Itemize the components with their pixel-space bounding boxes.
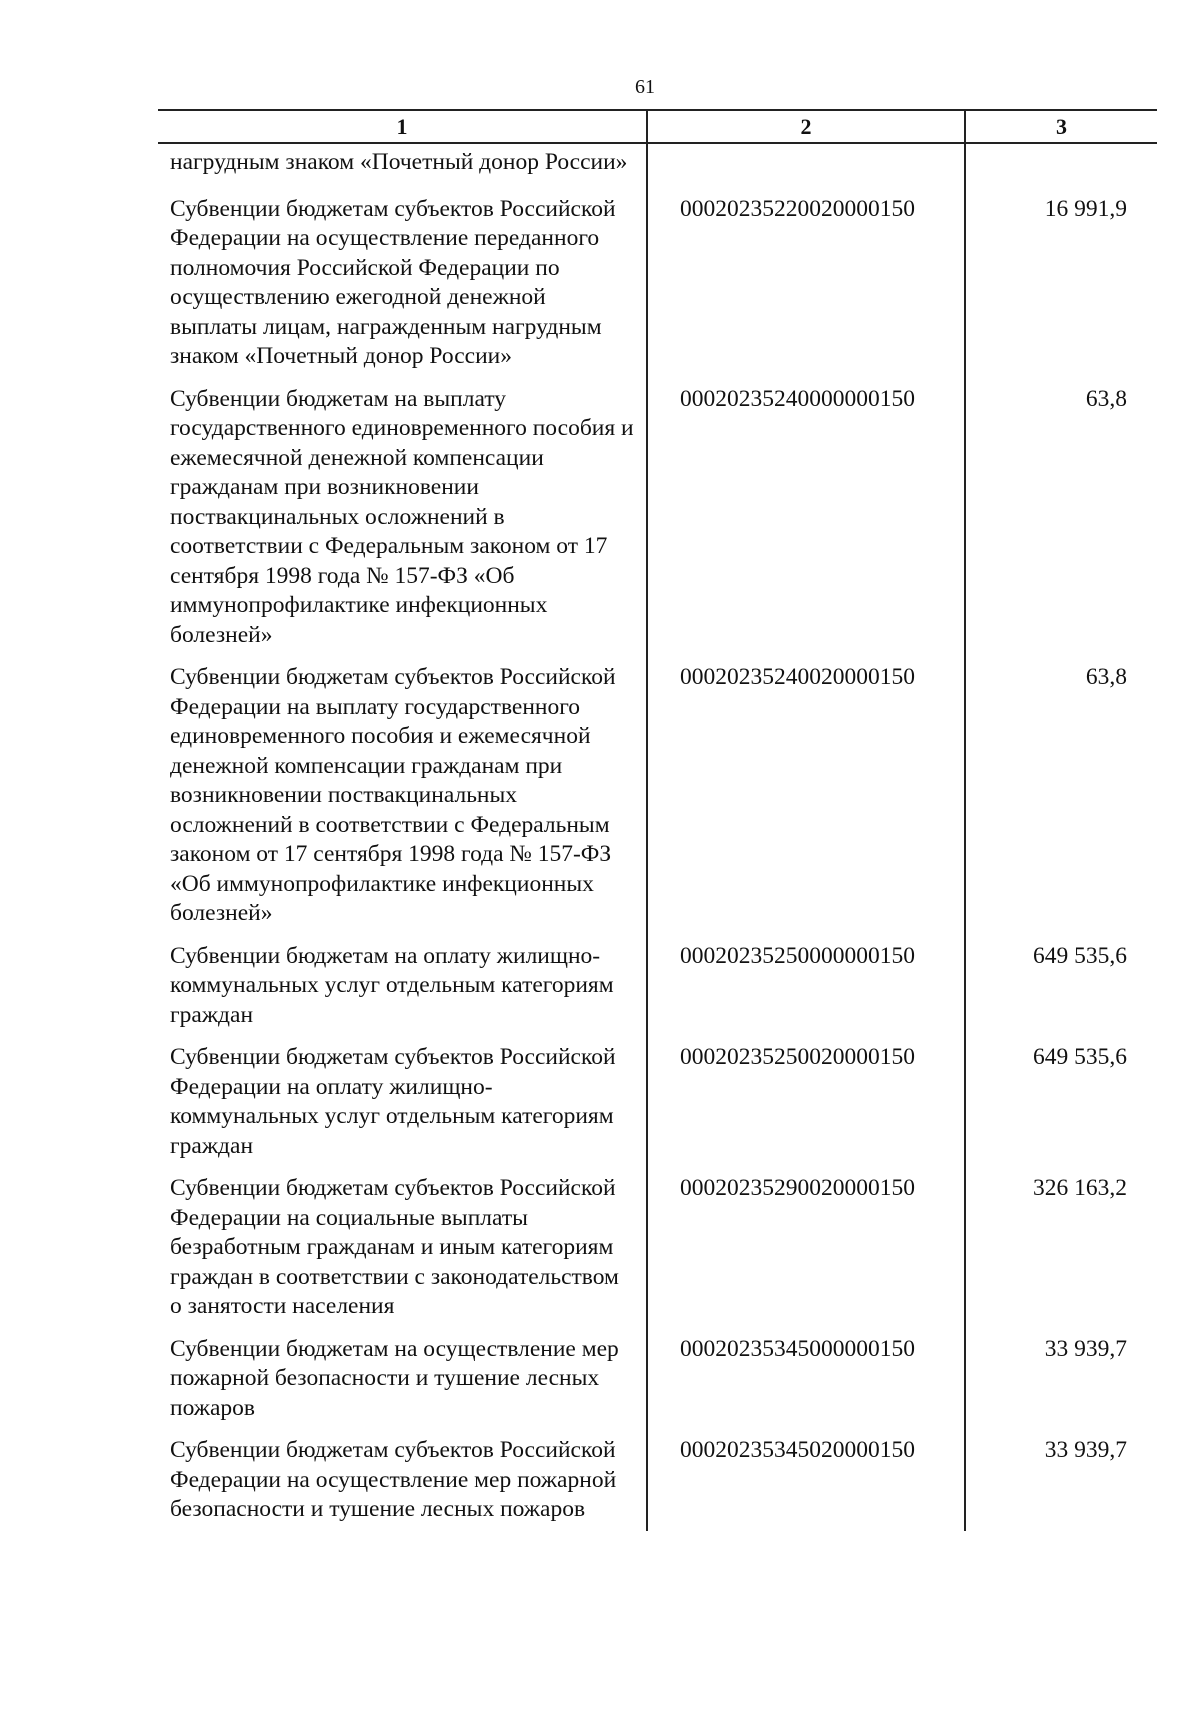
header-col-2: 2: [647, 110, 965, 143]
table-row: [158, 1043, 1157, 1174]
row-code: [647, 143, 965, 195]
row-amount: 16 991,9: [1044, 195, 1127, 222]
header-col-3: 3: [965, 110, 1157, 143]
budget-table: [158, 109, 1157, 1531]
table-row: [158, 143, 1157, 195]
row-code: 00020235345020000150: [647, 1436, 965, 1531]
row-name: Субвенции бюджетам на выплату государственного единовременного пособия и ежемесячной денежной компенсации гражданам при возникновении поствакцинальных осложнений в соответствии с Федеральным законом от 17 сентября 1998 года № 157-ФЗ «Об иммунопрофилактике инфекционных болезней»: [158, 385, 647, 664]
table-row: [158, 942, 1157, 1044]
row-code: 00020235250000000150: [647, 942, 965, 1044]
row-code: 00020235290020000150: [647, 1174, 965, 1335]
row-code: 00020235240000000150: [647, 385, 965, 664]
row-name: Субвенции бюджетам субъектов Российской Федерации на социальные выплаты безработным гражданам и иным категориям граждан в соответствии с законодательством о занятости населения: [158, 1174, 647, 1335]
row-name: нагрудным знаком «Почетный донор России»: [158, 143, 647, 195]
table-header: [158, 110, 1157, 143]
table-row: [158, 195, 1157, 385]
row-amount: 63,8: [1085, 385, 1127, 412]
page-number: 61: [635, 76, 655, 98]
row-amount: 326 163,2: [1033, 1175, 1127, 1201]
table-row: [158, 1335, 1157, 1437]
row-name: Субвенции бюджетам субъектов Российской Федерации на выплату государственного единовременного пособия и ежемесячной денежной компенсации гражданам при возникновении поствакцинальных осложнений в соответствии с Федеральным законом от 17 сентября 1998 года № 157-ФЗ «Об иммунопрофилактике инфекционных болезней»: [158, 663, 647, 942]
row-amount: 33 939,7: [1044, 1335, 1127, 1362]
table-body: [158, 143, 1157, 1531]
header-col-1: 1: [158, 110, 647, 143]
row-name: Субвенции бюджетам субъектов Российской Федерации на оплату жилищно-коммунальных услуг отдельным категориям граждан: [158, 1043, 647, 1174]
table-row: [158, 1174, 1157, 1335]
row-code: 00020235250020000150: [647, 1043, 965, 1174]
header-row: [158, 110, 1157, 143]
row-code: 00020235240020000150: [647, 663, 965, 942]
row-amount: [965, 143, 1157, 195]
row-amount: 63,8: [1085, 664, 1127, 690]
table-row: [158, 1436, 1157, 1531]
row-name: Субвенции бюджетам на оплату жилищно-коммунальных услуг отдельным категориям граждан: [158, 942, 647, 1044]
row-name: Субвенции бюджетам субъектов Российской Федерации на осуществление переданного полномочия Российской Федерации по осуществлению ежегодной денежной выплаты лицам, награжденным нагрудным знаком «Почетный донор России»: [158, 195, 647, 385]
table-row: [158, 663, 1157, 942]
row-amount: 33 939,7: [1044, 1437, 1127, 1463]
row-code: 00020235345000000150: [647, 1335, 965, 1437]
row-amount: 649 535,6: [1033, 942, 1127, 969]
row-name: Субвенции бюджетам на осуществление мер пожарной безопасности и тушение лесных пожаров: [158, 1335, 647, 1437]
table-row: [158, 385, 1157, 664]
row-amount: 649 535,6: [1033, 1044, 1127, 1070]
row-code: 00020235220020000150: [647, 195, 965, 385]
row-name: Субвенции бюджетам субъектов Российской Федерации на осуществление мер пожарной безопасности и тушение лесных пожаров: [158, 1436, 647, 1531]
budget-table-container: [158, 109, 1157, 1531]
